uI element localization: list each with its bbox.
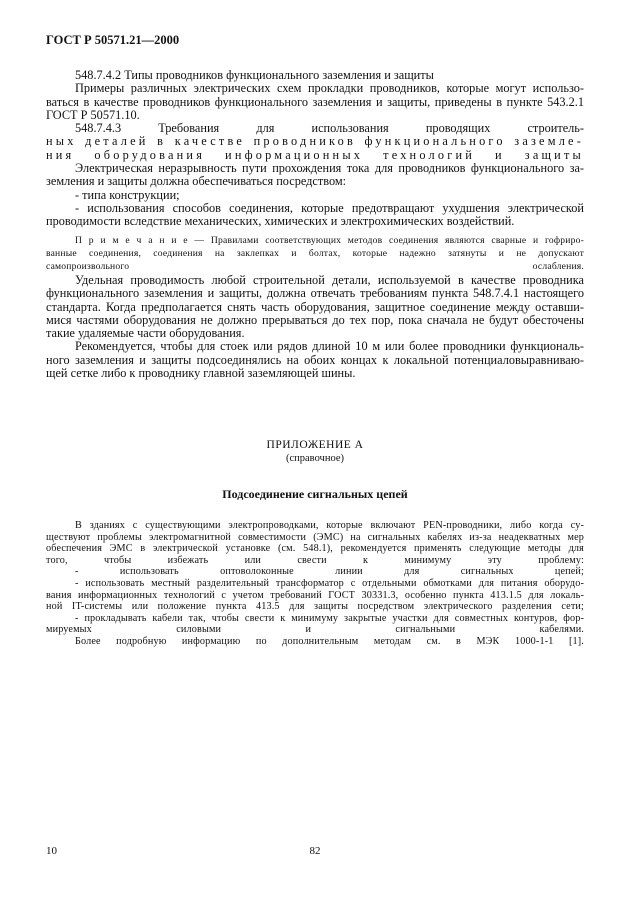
paragraph-conductivity [46, 274, 584, 380]
text-line: В зданиях с существующими электропроводками, которые включают PEN-проводники, либо когда су- [75, 520, 584, 531]
text-line: Более подробную информацию по дополнительным методам см. в МЭК 1000-1-1 [1]. [75, 635, 584, 647]
text-line: Электрическая неразрывность пути прохождения тока для проводников функционального за- [75, 162, 584, 176]
text-line: щей сетке либо к проводнику главной заземляющей шины. [46, 367, 356, 381]
text-line: - прокладывать кабели так, чтобы свести к минимуму закрытые участки для совместных контуров, фор- [75, 612, 584, 624]
document-id: ГОСТ Р 50571.21—2000 [46, 33, 180, 47]
note [46, 235, 584, 273]
text-line: мируемых силовыми и сигнальными кабелями. [46, 624, 584, 636]
appendix-heading: Подсоединение сигнальных цепей [222, 487, 408, 501]
text-line: ной IT-системы или положение пункта 413.5 для защиты посредством электрического разделения сети; [46, 601, 584, 613]
text-line: мися частями оборудования не должно прерываться до тех пор, пока сначала не будут обесточены [46, 313, 584, 327]
section-548-7-4 [46, 69, 584, 229]
text-line: самопроизвольного ослабления. [46, 260, 584, 272]
page-number-center: 82 [309, 845, 321, 857]
text-line: - типа конструкции; [75, 188, 180, 202]
text-line: ных деталей в качестве проводников функционального заземле- [46, 135, 584, 149]
appendix-body [46, 520, 584, 648]
text-line: такие удаляемые части оборудования. [46, 327, 245, 341]
text-line: - использовать оптоволоконные линии для сигнальных цепей; [75, 566, 584, 578]
appendix-subtitle: (справочное) [286, 453, 344, 464]
text-line: проводимости вследствие механических, химических и электрохимических воздействий. [46, 215, 515, 229]
text-line: Удельная проводимость любой строительной детали, используемой в качестве проводника [75, 274, 584, 287]
text-line: земления и защиты должна обеспечиваться посредством: [46, 175, 347, 189]
text-line: ваться в качестве проводников функционального заземления и защиты, приведены в пункте 543.2.1 [46, 95, 584, 109]
text-line: обеспечения ЭМС в электрической установке (см. 548.1), рекомендуется применять следующие методы для [46, 543, 584, 555]
text-line: - использовать местный разделительный трансформатор с отдельными обмотками для питания оборудо- [75, 577, 584, 589]
text-line: стандарта. Когда предполагается снять часть оборудования, защитное соединение между оставши- [46, 300, 584, 314]
text-line: ния оборудования информационных технологий и защиты [46, 148, 584, 162]
page-number-left: 10 [46, 845, 57, 857]
appendix-title: ПРИЛОЖЕНИЕ А [266, 439, 364, 451]
text-line: того, чтобы избежать или свести к минимуму эту проблему: [46, 554, 584, 566]
text-line: функционального заземления и защиты, должна отвечать требованиям пункта 548.7.4.1 настоящего [46, 287, 584, 301]
text-line: ванные соединения, соединения на заклепках и болтах, которые надежно затянуты и не допускают [46, 247, 584, 259]
text-line: П р и м е ч а н и е — Правилами соответствующих методов соединения являются сварные и гофриро- [75, 235, 584, 246]
text-line: вания информационных технологий с учетом требований ГОСТ 30331.3, особенно пункта 413.1.5 для локаль- [46, 589, 584, 601]
text-line: 548.7.4.3 Требования для использования проводящих строитель- [75, 122, 584, 136]
text-line: Рекомендуется, чтобы для стоек или рядов длиной 10 м или более проводники функциональ- [75, 340, 584, 354]
text-line: Примеры различных электрических схем прокладки проводников, которые могут использо- [75, 82, 584, 96]
text-line: ного заземления и защиты подсоединялись на обоих концах к локальной потенциаловыравниваю- [46, 353, 584, 367]
text-line: 548.7.4.2 Типы проводников функционального заземления и защиты [75, 69, 434, 82]
text-line: - использования способов соединения, которые предотвращают ухудшения электрической [75, 201, 584, 215]
text-line: ГОСТ Р 50571.10. [46, 108, 140, 122]
text-line: ществуют проблемы электромагнитной совместимости (ЭМС) на сигнальных кабелях из-за неадекватных мер [46, 531, 584, 543]
